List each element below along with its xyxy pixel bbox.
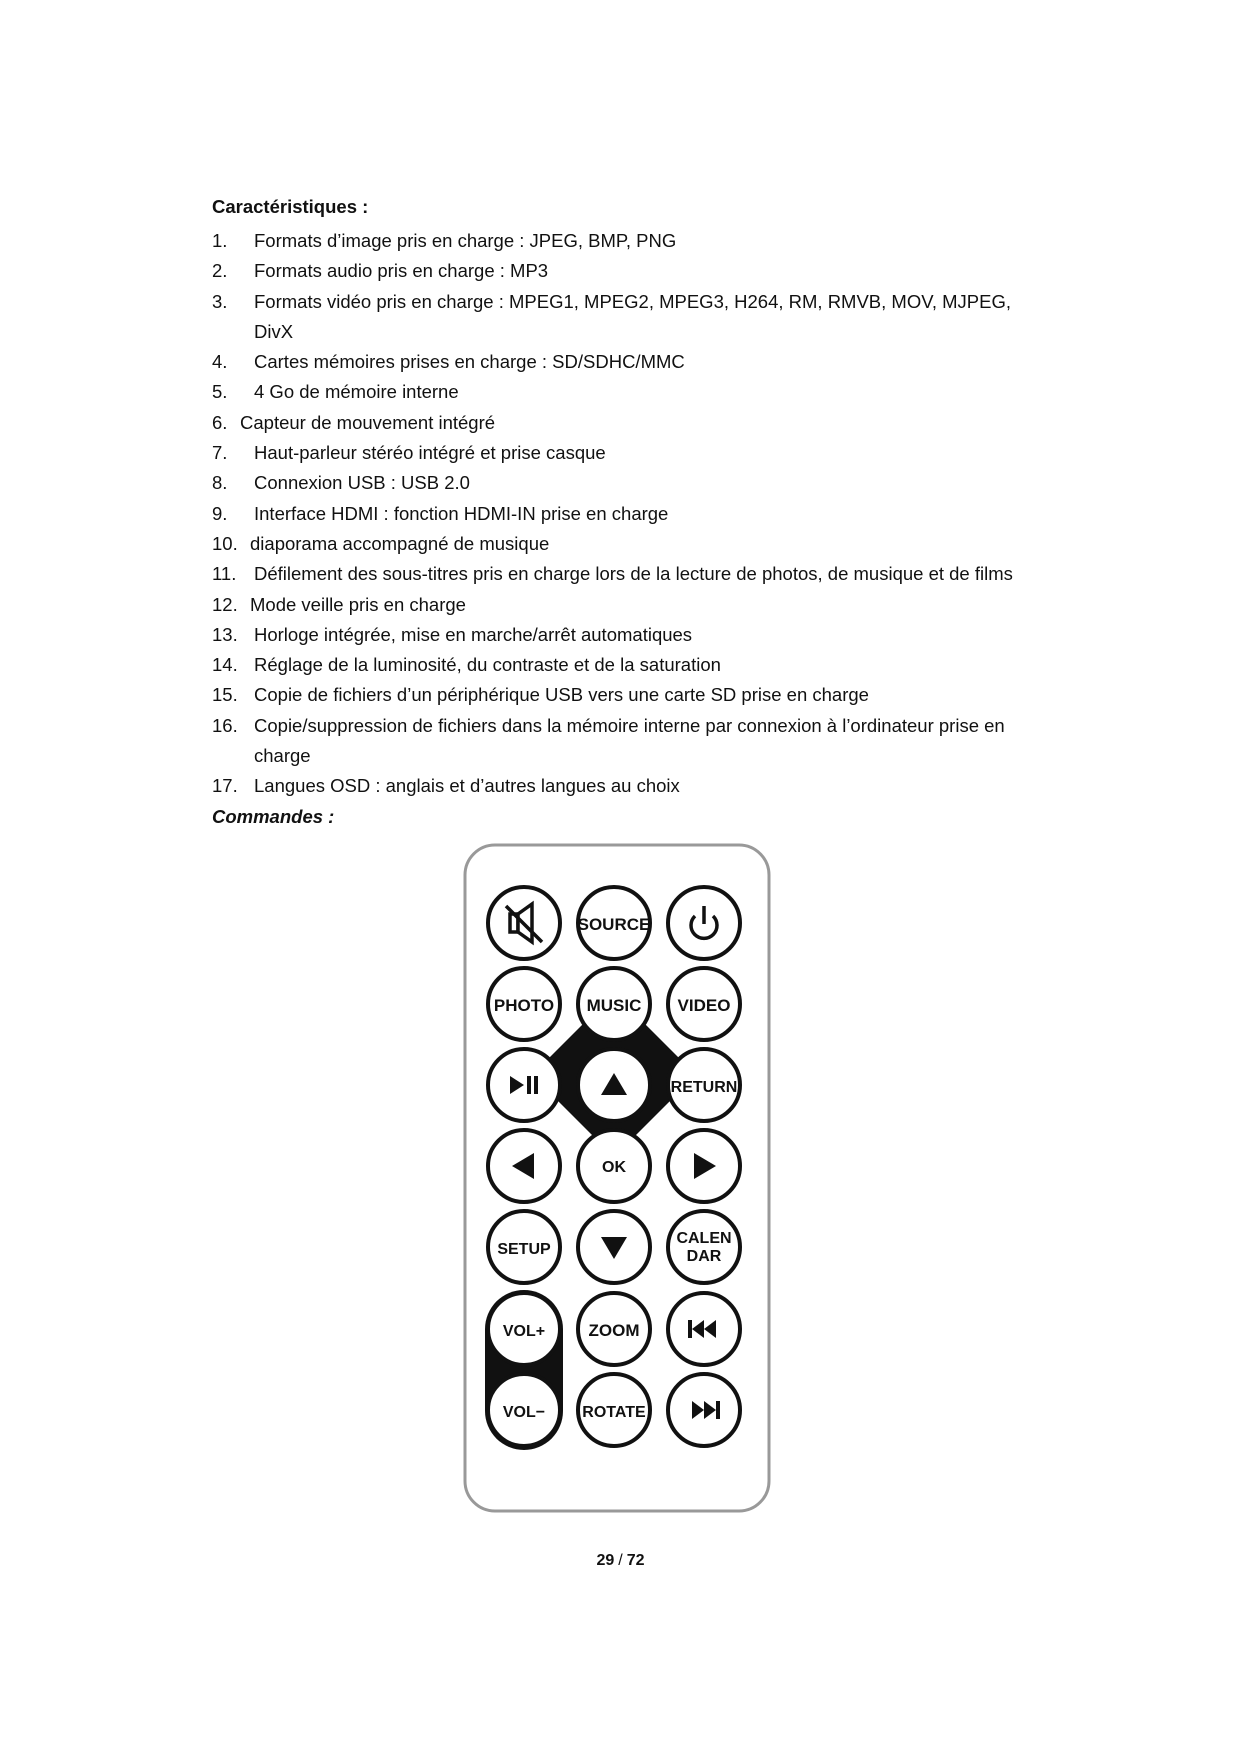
video-label: VIDEO xyxy=(677,996,731,1015)
up-button[interactable] xyxy=(578,1049,650,1121)
return-button[interactable] xyxy=(668,1049,740,1121)
feature-text: Cartes mémoires prises en charge : SD/SDHC/MMC xyxy=(254,351,685,373)
feature-item xyxy=(212,529,1052,559)
feature-number: 15. xyxy=(212,684,238,706)
feature-number: 16. xyxy=(212,714,238,736)
feature-number: 10. xyxy=(212,532,238,554)
zoom-button[interactable] xyxy=(578,1293,650,1365)
feature-text: Horloge intégrée, mise en marche/arrêt automatiques xyxy=(254,623,693,645)
feature-item xyxy=(212,680,1052,710)
feature-number: 11. xyxy=(212,563,237,585)
feature-text: Langues OSD : anglais et d’autres langues au choix xyxy=(254,775,680,797)
volume-up-label: VOL+ xyxy=(502,1323,546,1340)
feature-item xyxy=(212,650,1052,680)
feature-text: Copie/suppression de fichiers dans la mémoire interne par connexion à l’ordinateur prise en charge xyxy=(254,714,1005,767)
feature-text: diaporama accompagné de musique xyxy=(250,532,550,554)
rotate-label: ROTATE xyxy=(582,1404,646,1421)
photo-button[interactable] xyxy=(488,968,560,1040)
feature-number: 4. xyxy=(212,351,228,373)
calendar-label-line1: CALEN xyxy=(676,1230,732,1247)
feature-text: Interface HDMI : fonction HDMI-IN prise en charge xyxy=(254,502,669,524)
feature-number: 7. xyxy=(212,442,228,464)
return-label: RETURN xyxy=(670,1079,738,1096)
feature-item xyxy=(212,590,1052,620)
feature-item xyxy=(212,287,1052,348)
feature-text: Formats d’image pris en charge : JPEG, BMP, PNG xyxy=(254,230,677,251)
current-page: 29 xyxy=(596,1552,615,1569)
rotate-button[interactable] xyxy=(578,1374,650,1446)
photo-label: PHOTO xyxy=(493,996,555,1015)
feature-item xyxy=(212,226,1052,256)
feature-number: 9. xyxy=(212,502,228,524)
total-pages: 72 xyxy=(626,1552,645,1569)
music-label: MUSIC xyxy=(586,996,642,1015)
feature-number: 2. xyxy=(212,260,228,282)
ok-button[interactable] xyxy=(578,1130,650,1202)
features-heading: Caractéristiques : xyxy=(212,196,369,217)
feature-text: Mode veille pris en charge xyxy=(250,593,466,615)
volume-up-button[interactable] xyxy=(488,1293,560,1365)
feature-text: Réglage de la luminosité, du contraste et de la saturation xyxy=(254,654,721,676)
source-button[interactable] xyxy=(578,887,651,959)
feature-number: 1. xyxy=(212,230,228,251)
source-label: SOURCE xyxy=(577,915,651,934)
feature-item xyxy=(212,499,1052,529)
play-pause-button[interactable] xyxy=(488,1049,560,1121)
right-button[interactable] xyxy=(668,1130,740,1202)
mute-button[interactable] xyxy=(488,887,560,959)
feature-number: 6. xyxy=(212,411,228,433)
music-button[interactable] xyxy=(578,968,650,1040)
feature-number: 17. xyxy=(212,775,238,797)
feature-text: Haut-parleur stéréo intégré et prise casque xyxy=(254,442,606,464)
volume-down-button[interactable] xyxy=(488,1374,560,1446)
feature-text: Formats audio pris en charge : MP3 xyxy=(254,260,549,282)
zoom-label: ZOOM xyxy=(588,1321,640,1340)
feature-number: 12. xyxy=(212,593,238,615)
feature-number: 8. xyxy=(212,472,228,494)
feature-number: 13. xyxy=(212,623,238,645)
page-separator: / xyxy=(618,1552,623,1569)
features-list xyxy=(212,226,1052,802)
feature-item xyxy=(212,771,1052,801)
video-button[interactable] xyxy=(668,968,740,1040)
feature-item xyxy=(212,347,1052,377)
calendar-label-line2: DAR xyxy=(686,1248,722,1265)
page-number xyxy=(0,1552,1241,1570)
feature-text: Capteur de mouvement intégré xyxy=(240,411,496,433)
feature-item xyxy=(212,468,1052,498)
volume-down-label: VOL− xyxy=(502,1404,546,1421)
feature-item xyxy=(212,256,1052,286)
feature-text: Défilement des sous-titres pris en charge lors de la lecture de photos, de musique et de films xyxy=(254,563,1013,585)
down-button[interactable] xyxy=(578,1211,650,1283)
remote-control-diagram xyxy=(462,842,772,1514)
feature-item xyxy=(212,711,1052,772)
feature-text: Formats vidéo pris en charge : MPEG1, MPEG2, MPEG3, H264, RM, RMVB, MOV, MJPEG, DivX xyxy=(254,290,1012,342)
left-button[interactable] xyxy=(488,1130,560,1202)
feature-item xyxy=(212,408,1052,438)
previous-button[interactable] xyxy=(668,1293,740,1365)
feature-item xyxy=(212,377,1052,407)
feature-item xyxy=(212,620,1052,650)
feature-number: 3. xyxy=(212,290,228,312)
feature-item xyxy=(212,559,1052,589)
feature-text: Copie de fichiers d’un périphérique USB vers une carte SD prise en charge xyxy=(254,684,869,706)
ok-label: OK xyxy=(602,1159,626,1176)
feature-item xyxy=(212,438,1052,468)
feature-text: Connexion USB : USB 2.0 xyxy=(254,472,470,494)
power-button[interactable] xyxy=(668,887,740,959)
calendar-button[interactable] xyxy=(668,1211,740,1283)
feature-number: 14. xyxy=(212,654,238,676)
controls-heading: Commandes : xyxy=(212,806,335,827)
next-button[interactable] xyxy=(668,1374,740,1446)
feature-text: 4 Go de mémoire interne xyxy=(254,381,459,403)
feature-number: 5. xyxy=(212,381,228,403)
setup-button[interactable] xyxy=(488,1211,560,1283)
setup-label: SETUP xyxy=(497,1241,551,1258)
